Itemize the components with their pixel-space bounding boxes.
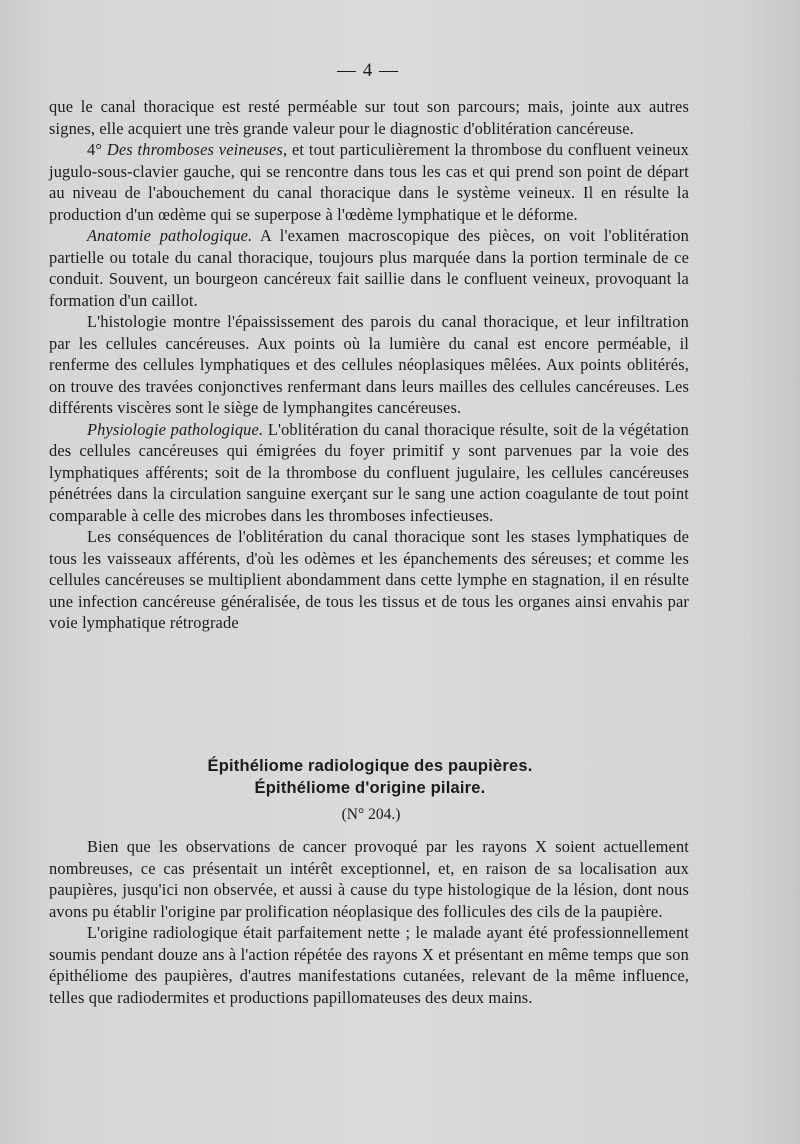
paragraph-anatomie — [49, 225, 689, 311]
list-number: 4° — [87, 140, 107, 159]
paragraph-histologie: L'histologie montre l'épaississement des parois du canal thoracique, et leur infiltration par les cellules cancéreuses. Aux points où la lumière du canal est encore perméable, il renferme des cellules lymphatiques et des cellules néoplasiques mêlées. Aux points oblitérés, on trouve des travées conjonctives renfermant dans leurs mailles des cellules cancéreuses. Les différents viscères sont le siège de lymphangites cancéreuses. — [49, 312, 689, 417]
thromboses-text: , et tout particulièrement la thrombose du confluent veineux jugulo-sous-clavier gauche, qui se rencontre dans tous les cas et qui prend son point de départ au niveau de l'abouchement du canal thoracique dans le système veineux. Il en résulte la production d'un œdème qui se superpose à l'œdème lymphatique et le déforme. — [49, 140, 689, 224]
paragraph-continuation: que le canal thoracique est resté perméable sur tout son parcours; mais, jointe aux autres signes, elle acquiert une très grande valeur pour le diagnostic d'oblitération cancéreuse. — [49, 97, 689, 138]
anatomie-heading: Anatomie pathologique. — [87, 226, 253, 245]
observation-number: (N° 204.) — [341, 806, 401, 823]
upper-text-block — [49, 96, 689, 634]
paragraph-consequences: Les conséquences de l'oblitération du canal thoracique sont les stases lymphatiques de tous les vaisseaux afférents, d'où les odèmes et les épanchements des séreuses; et comme les cellules cancéreuses se multiplient abondamment dans cette lymphe en stagnation, il en résulte une infection cancéreuse généralisée, de tous les tissus et de tous les organes ainsi envahis par voie lymphatique rétrograde — [49, 527, 689, 632]
thromboses-heading: Des thromboses veineuses — [106, 140, 283, 159]
paragraph-origine: L'origine radiologique était parfaitement nette ; le malade ayant été professionnellement soumis pendant douze ans à l'action répétée des rayons X et présentant en même temps que son épithéliome des paupières, d'autres manifestations cutanées, relevant de la même influence, telles que radiodermites et productions papillomateuses des deux mains. — [49, 923, 689, 1007]
page-number: — 4 — — [337, 60, 399, 81]
paragraph-thromboses — [49, 139, 689, 225]
physiologie-heading: Physiologie pathologique. — [87, 419, 264, 439]
section-title-line-1: Épithéliome radiologique des paupières. — [207, 757, 533, 775]
section-title-line-2: Épithéliome d'origine pilaire. — [254, 779, 486, 797]
paragraph-intro: Bien que les observations de cancer provoqué par les rayons X soient actuellement nombreuses, ce cas présentait un intérêt exceptionnel, et, en raison de sa localisation aux paupières, jusqu'ici non observée, et aussi à cause du type histologique de la lésion, dont nous avons pu établir l'origine par prolification néoplasique des follicules des cils de la paupière. — [49, 837, 689, 921]
anatomie-text: A l'examen macroscopique des pièces, on voit l'oblitération partielle ou totale du canal thoracique, toujours plus marquée dans la portion terminale de ce conduit. Souvent, un bourgeon cancéreux fait saillie dans le confluent veineux, provoquant la formation d'un caillot. — [49, 226, 690, 310]
paragraph-physiologie — [49, 419, 689, 527]
physiologie-text: L'oblitération du canal thoracique résulte, soit de la végétation des cellules cancéreuses qui émigrées du foyer primitif y sont parvenues par la voie des lymphatiques afférents; soit de la thrombose du confluent jugulaire, les cellules cancéreuses pénétrées dans la circulation sanguine exerçant sur le sang une action coagulante de tout point comparable à celle des microbes dans les thromboses infectieuses. — [49, 419, 689, 525]
lower-text-block — [49, 836, 689, 1008]
